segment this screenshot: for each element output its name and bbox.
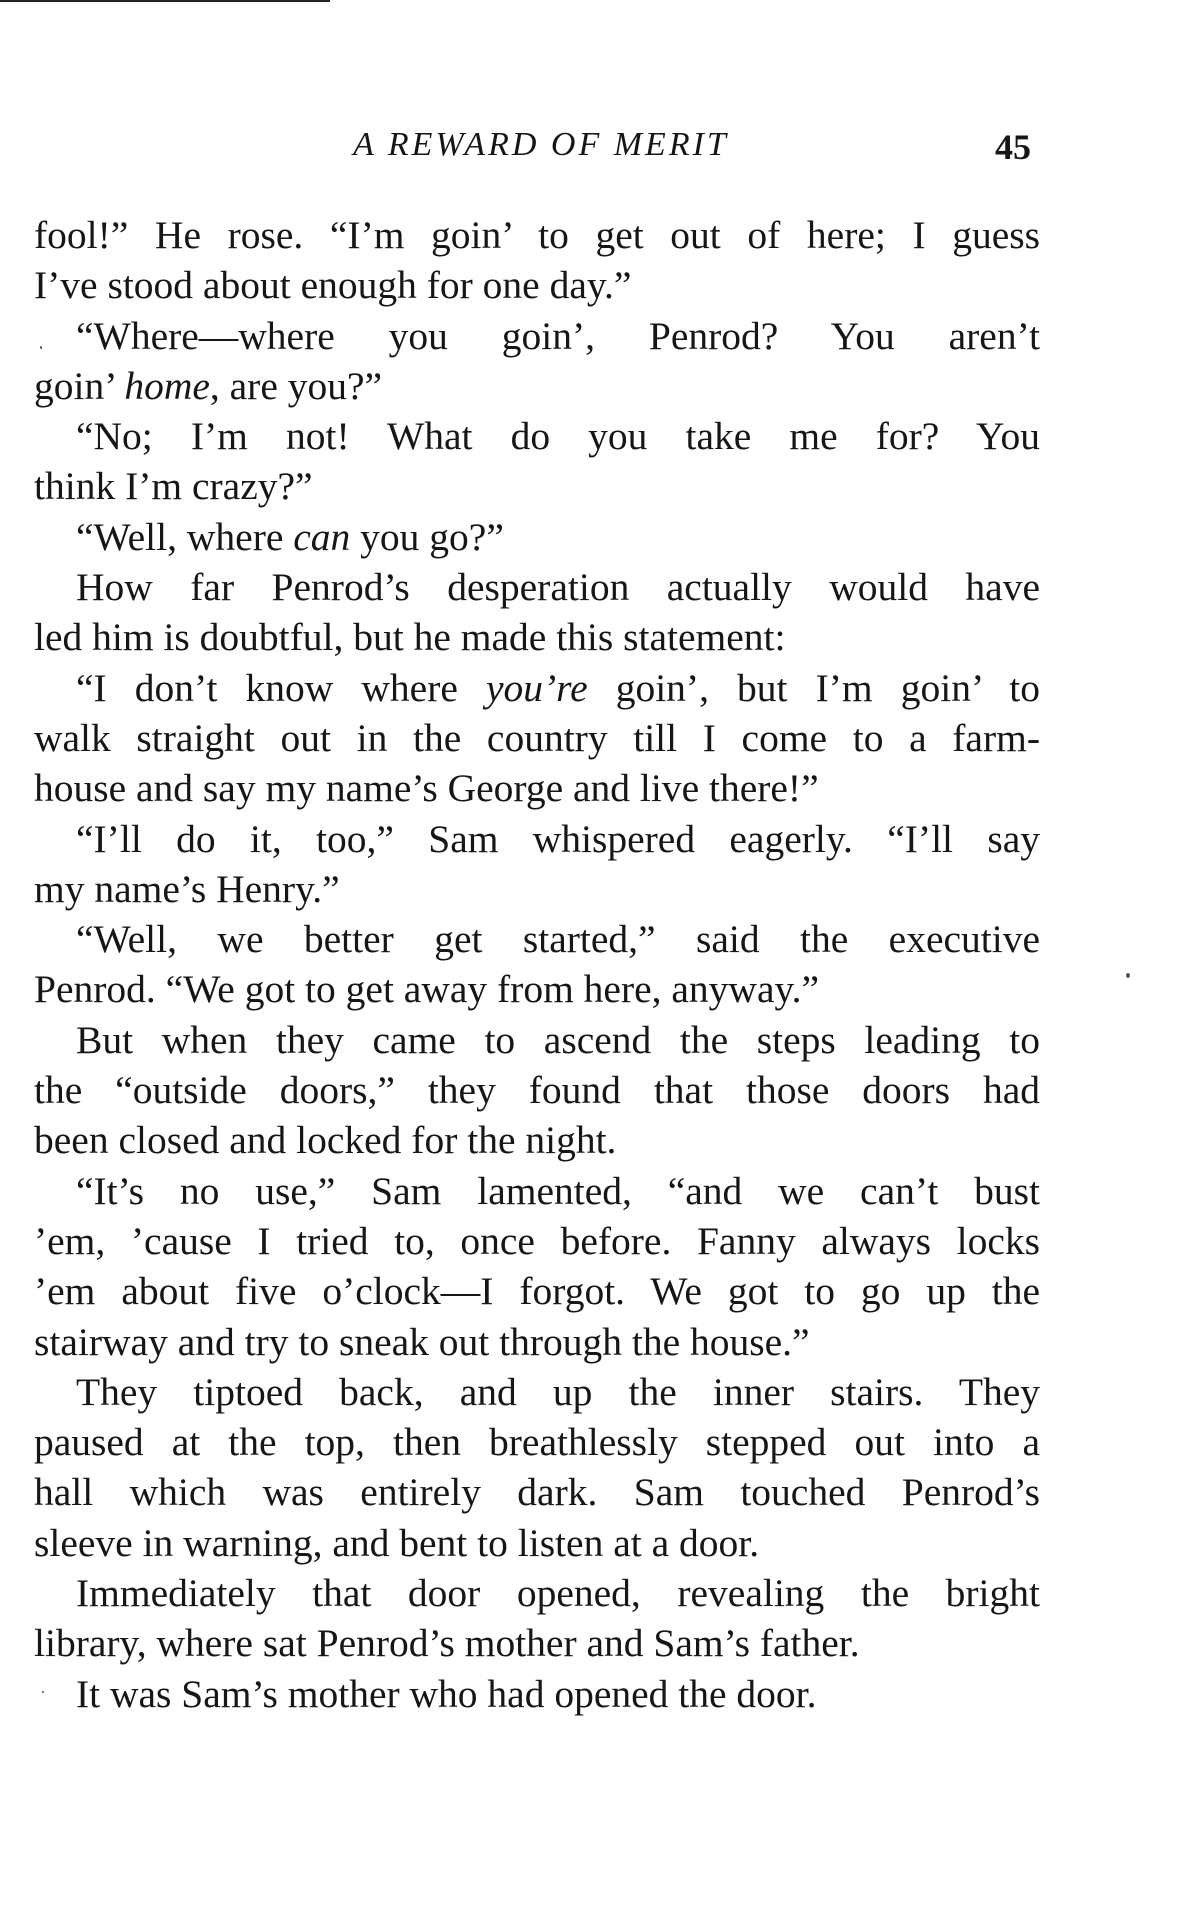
text-line: fool!” He rose. “I’m goin’ to get out of here; I guess xyxy=(34,213,1040,257)
text-line: hall which was entirely dark. Sam touched Penrod’s xyxy=(34,1470,1040,1515)
text-line: But when they came to ascend the steps leading to xyxy=(76,1017,1040,1062)
text-line: ’em about five o’clock—I forgot. We got to go up the xyxy=(34,1269,1040,1314)
page-number: 45 xyxy=(995,127,1031,167)
text-line: think I’m crazy?” xyxy=(34,464,313,509)
text-line: house and say my name’s George and live there!” xyxy=(34,766,819,811)
text-line: led him is doubtful, but he made this statement: xyxy=(34,615,786,660)
top-edge-rule xyxy=(0,0,330,2)
text-line: sleeve in warning, and bent to listen at a door. xyxy=(34,1520,760,1565)
text-line: It was Sam’s mother who had opened the door. xyxy=(76,1671,817,1716)
running-head: A REWARD OF MERIT xyxy=(353,126,729,163)
text-line: “I’ll do it, too,” Sam whispered eagerly. “I’ll say xyxy=(76,816,1040,861)
text-line: “Well, where can you go?” xyxy=(76,514,504,559)
text-line: goin’ home, are you?” xyxy=(34,363,383,408)
text-line: my name’s Henry.” xyxy=(34,866,340,911)
text-line: “Where—where you goin’, Penrod? You aren’t xyxy=(76,313,1040,358)
text-line: been closed and locked for the night. xyxy=(34,1118,617,1163)
body-text xyxy=(34,210,1040,1719)
text-line: I’ve stood about enough for one day.” xyxy=(34,263,632,308)
text-line: paused at the top, then breathlessly stepped out into a xyxy=(34,1420,1040,1465)
text-line: library, where sat Penrod’s mother and Sam’s father. xyxy=(34,1621,860,1666)
text-line: “I don’t know where you’re goin’, but I’m goin’ to xyxy=(76,665,1040,710)
text-line: They tiptoed back, and up the inner stairs. They xyxy=(76,1369,1040,1414)
text-line: walk straight out in the country till I come to a farm- xyxy=(34,715,1040,760)
text-line: “No; I’m not! What do you take me for? You xyxy=(76,414,1040,459)
text-line: Penrod. “We got to get away from here, anyway.” xyxy=(34,967,820,1012)
text-line: How far Penrod’s desperation actually would have xyxy=(76,565,1040,610)
text-line: ’em, ’cause I tried to, once before. Fanny always locks xyxy=(34,1218,1040,1263)
text-line: the “outside doors,” they found that those doors had xyxy=(34,1068,1040,1113)
text-line: “It’s no use,” Sam lamented, “and we can’t bust xyxy=(76,1168,1040,1213)
text-line: stairway and try to sneak out through the house.” xyxy=(34,1319,810,1364)
text-line: Immediately that door opened, revealing the bright xyxy=(76,1571,1040,1616)
text-line: “Well, we better get started,” said the executive xyxy=(76,917,1040,962)
page-header xyxy=(0,126,1191,176)
